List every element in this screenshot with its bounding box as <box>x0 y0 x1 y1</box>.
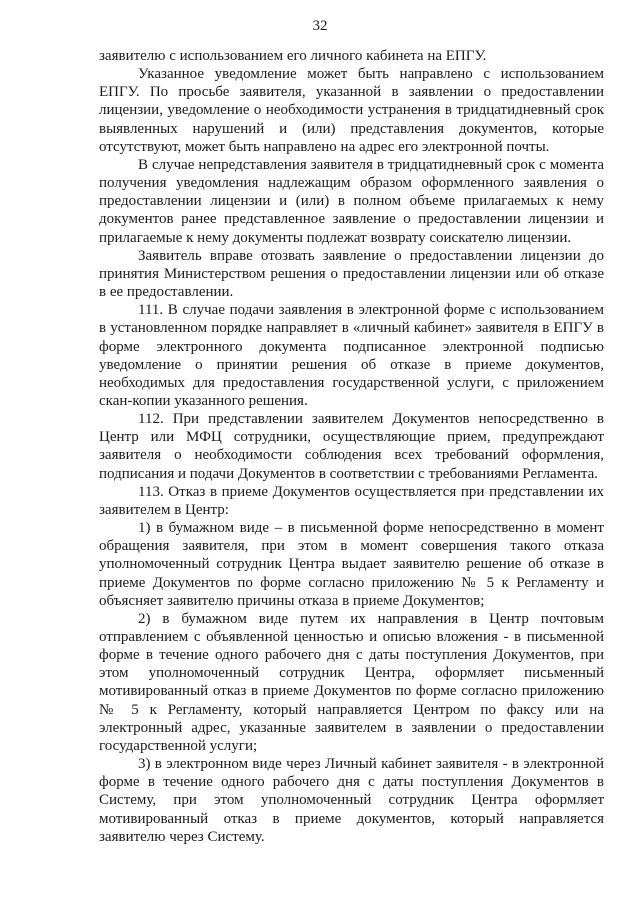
paragraph-notification-epgu: Указанное уведомление может быть направлено с использованием ЕПГУ. По просьбе заявителя, указанной в заявлении о предоставлении лицензии, уведомление о необходимости устранения в тридцатидневный срок выявленных нарушений и (или) представления документов, которые отсутствуют, может быть направлено на адрес его электронной почты. <box>99 66 604 155</box>
page-number: 32 <box>312 18 328 34</box>
paragraph-continuation: заявителю с использованием его личного кабинета на ЕПГУ. <box>99 48 487 64</box>
document-body <box>99 47 604 846</box>
list-item-electronic: 3) в электронном виде через Личный кабинет заявителя - в электронной форме в течение одного рабочего дня с даты поступления Документов в Систему, при этом уполномоченный сотрудник Центра оформляет мотивированный отказ в приеме документов, который направляется заявителю через Систему. <box>99 756 604 845</box>
list-item-paper-in-person: 1) в бумажном виде – в письменной форме непосредственно в момент обращения заявителя, при этом в момент совершения такого отказа уполномоченный сотрудник Центра выдает заявителю решение об отказе в приеме Документов по форме согласно приложению № 5 к Регламенту и объясняет заявителю причины отказа в приеме Документов; <box>99 520 604 609</box>
paragraph-113: 113. Отказ в приеме Документов осуществляется при представлении их заявителем в Центр: <box>99 483 604 518</box>
paragraph-112: 112. При представлении заявителем Документов непосредственно в Центр или МФЦ сотрудники, осуществляющие прием, предупреждают заявителя о необходимости соблюдения всех требований оформления, подписания и подачи Документов в соответствии с требованиями Регламента. <box>99 411 604 482</box>
paragraph-withdrawal: Заявитель вправе отозвать заявление о предоставлении лицензии до принятия Министерством решения о предоставлении лицензии или об отказе в ее предоставлении. <box>99 247 604 301</box>
paragraph-111: 111. В случае подачи заявления в электронной форме с использованием в установленном порядке направляет в «личный кабинет» заявителя в ЕПГУ в форме электронного документа подписанное электронной подписью уведомление о принятии решения об отказе в приеме документов, необходимых для предоставления государственной услуги, с приложением скан-копии указанного решения. <box>99 302 604 409</box>
paragraph-non-submission: В случае непредставления заявителя в тридцатидневный срок с момента получения уведомления надлежащим образом оформленного заявления о предоставлении лицензии и (или) в полном объеме прилагаемых к нему документов ранее представленное заявление о предоставлении лицензии и прилагаемые к нему документы подлежат возврату соискателю лицензии. <box>99 156 604 246</box>
list-item-paper-by-post: 2) в бумажном виде путем их направления в Центр почтовым отправлением с объявленной ценностью и описью вложения - в письменной форме в течение одного рабочего дня с даты поступления Документов, при этом уполномоченный сотрудник Центра, оформляет письменный мотивированный отказ в приеме Документов по форме согласно приложению № 5 к Регламенту, который направляется Центром по факсу или на электронный адрес, указанные заявителем в заявлении о предоставлении государственной услуги; <box>99 610 604 754</box>
